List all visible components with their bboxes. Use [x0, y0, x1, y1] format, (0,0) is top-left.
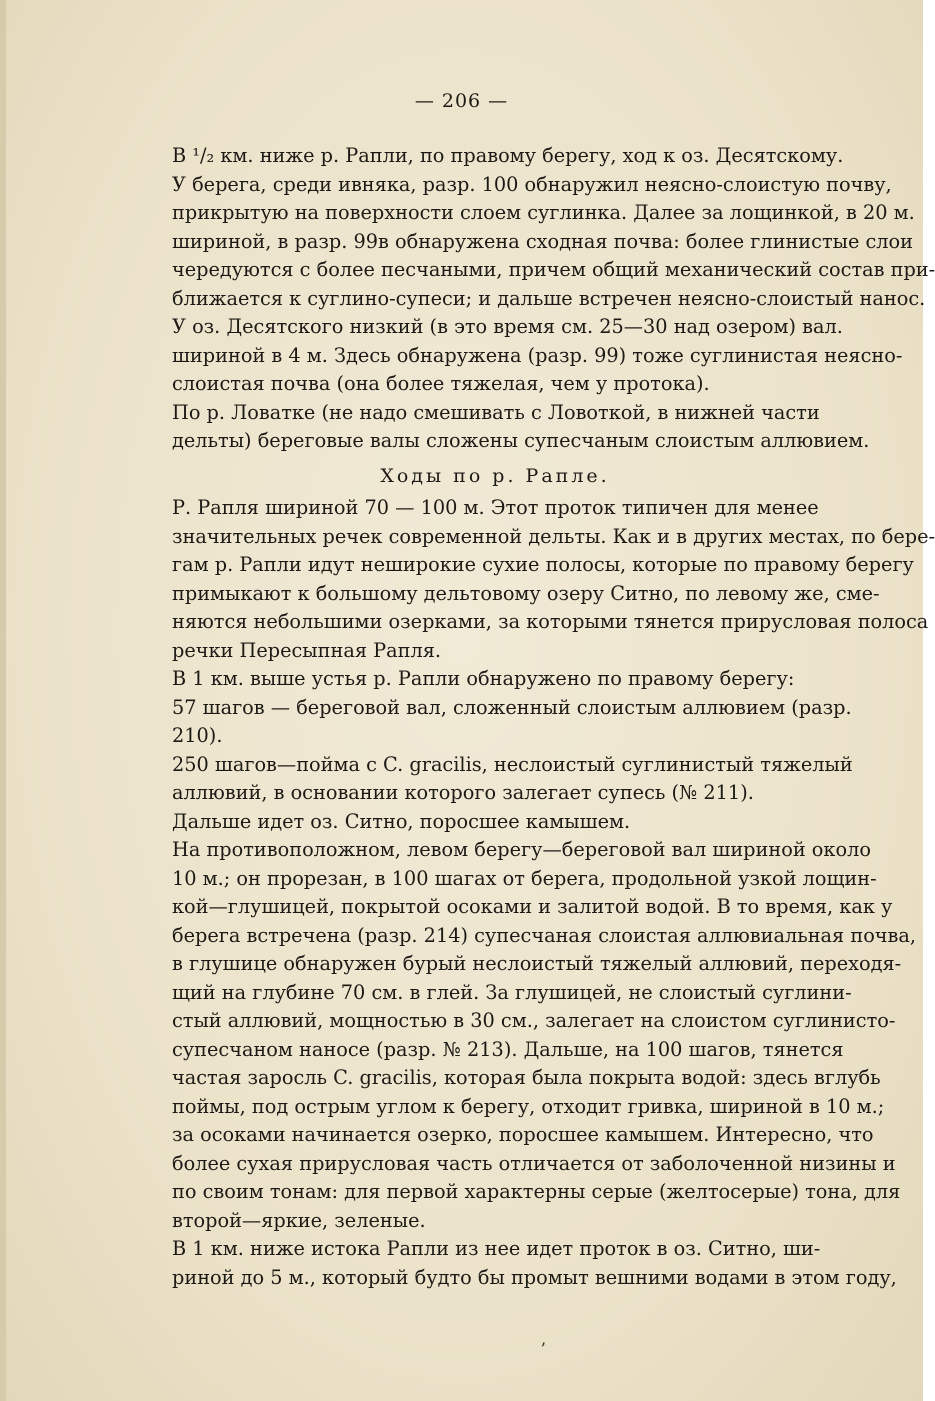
text-line: 57 шагов — береговой вал, сложенный слоистым аллювием (разр.	[172, 695, 852, 719]
text-line: частая заросль C. gracilis, которая была покрыта водой: здесь вглубь	[172, 1066, 881, 1089]
text-line: супесчаном наносе (разр. № 213). Дальше, на 100 шагов, тянется	[172, 1037, 844, 1061]
ink-speck: ʼ	[540, 1340, 546, 1360]
paragraph	[172, 494, 935, 665]
text-line: На противоположном, левом берегу—береговой вал шириной около	[172, 838, 871, 861]
text-line: аллювий, в основании которого залегает супесь (№ 211).	[172, 781, 754, 804]
text-line: шириной в 4 м. Здесь обнаружена (разр. 99) тоже суглинистая неясно-	[172, 343, 903, 367]
text-line: 250 шагов—пойма с C. gracilis, неслоистый суглинистый тяжелый	[172, 752, 853, 776]
paragraph	[172, 1235, 897, 1292]
text-line: ближается к суглино-супеси; и дальше встречен неясно-слоистый нанос.	[172, 286, 926, 310]
text-line: по своим тонам: для первой характерны серые (желтосерые) тона, для	[172, 1180, 901, 1203]
paragraph	[172, 142, 935, 399]
paragraph	[172, 399, 870, 456]
paragraph	[172, 808, 818, 837]
text-line: значительных речек современной дельты. Как и в других местах, по бере-	[172, 524, 935, 548]
text-line: за осоками начинается озерко, поросшее камышем. Интересно, что	[172, 1123, 874, 1146]
text-line: кой—глушицей, покрытой осоками и залитой водой. В то время, как у	[172, 895, 893, 918]
text-line: поймы, под острым углом к берегу, отходит гривка, шириной в 10 м.;	[172, 1094, 885, 1118]
text-line: В 1 км. ниже истока Рапли из нее идет проток в оз. Ситно, ши-	[172, 1237, 821, 1260]
text-line: берега встречена (разр. 214) супесчаная слоистая аллювиальная почва,	[172, 923, 917, 947]
text-line: гам р. Рапли идут неширокие сухие полосы, которые по правому берегу	[172, 553, 914, 576]
paragraph	[172, 751, 853, 808]
text-line: 10 м.; он прорезан, в 100 шагах от берега, продольной узкой лощин-	[172, 866, 877, 890]
text-line: В 1 км. выше устья р. Рапли обнаружено по правому берегу:	[172, 667, 795, 690]
text-line: примыкают к большому дельтовому озеру Ситно, по левому же, сме-	[172, 581, 880, 605]
text-line: У оз. Десятского низкий (в это время см. 25—30 над озером) вал.	[172, 315, 843, 338]
text-line: У берега, среди ивняка, разр. 100 обнаружил неясно-слоистую почву,	[172, 172, 892, 196]
text-line: 210).	[172, 724, 223, 747]
text-line: второй—яркие, зеленые.	[172, 1208, 426, 1232]
text-line: речки Пересыпная Рапля.	[172, 638, 442, 662]
text-line: стый аллювий, мощностью в 30 см., залегает на слоистом суглинисто-	[172, 1009, 896, 1032]
text-line: няются небольшими озерками, за которыми тянется прирусловая полоса	[172, 610, 929, 633]
text-line: слоистая почва (она более тяжелая, чем у протока).	[172, 372, 710, 395]
body-text	[172, 142, 935, 1292]
text-line: В ¹/₂ км. ниже р. Рапли, по правому берегу, ход к оз. Десятскому.	[172, 144, 844, 167]
text-line: более сухая прирусловая часть отличается от заболоченной низины и	[172, 1151, 896, 1175]
page-number: — 206 —	[414, 90, 509, 112]
paragraph	[172, 836, 917, 1235]
paragraph	[172, 694, 852, 751]
text-line: риной до 5 м., который будто бы промыт вешними водами в этом году,	[172, 1265, 897, 1289]
section-heading: Ходы по р. Рапле.	[380, 464, 610, 487]
text-line: шириной, в разр. 99в обнаружена сходная почва: более глинистые слои	[172, 229, 914, 253]
text-line: По р. Ловатке (не надо смешивать с Ловоткой, в нижней части	[172, 400, 820, 424]
text-line: чередуются с более песчаными, причем общий механический состав при-	[172, 258, 935, 281]
text-line: в глушице обнаружен бурый неслоистый тяжелый аллювий, переходя-	[172, 952, 902, 975]
text-line: Р. Рапля шириной 70 — 100 м. Этот проток типичен для менее	[172, 496, 819, 519]
text-line: прикрытую на поверхности слоем суглинка. Далее за лощинкой, в 20 м.	[172, 201, 915, 224]
page-edge-shadow	[0, 0, 6, 1401]
text-line: дельты) береговые валы сложены супесчаным слоистым аллювием.	[172, 429, 870, 452]
paragraph	[172, 665, 818, 694]
text-line: Дальше идет оз. Ситно, поросшее камышем.	[172, 809, 631, 833]
text-line: щий на глубине 70 см. в глей. За глушицей, не слоистый суглини-	[172, 980, 852, 1004]
